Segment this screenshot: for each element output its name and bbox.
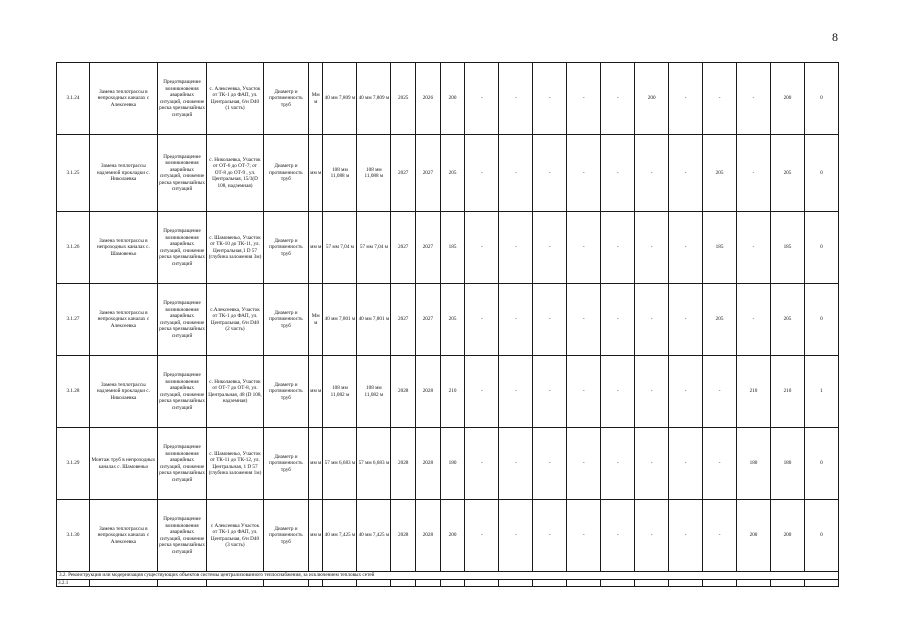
total: 205: [770, 284, 804, 356]
value-before: 108 мм 11,088 м: [323, 135, 357, 212]
year-start: 2027: [391, 212, 416, 284]
empty-cell: [207, 579, 264, 587]
total: 180: [770, 428, 804, 500]
year-2022: -: [533, 212, 567, 284]
year-2023: -: [567, 356, 601, 428]
year-start: 2028: [391, 500, 416, 572]
year-2028: -: [737, 284, 771, 356]
year-2024: -: [601, 63, 635, 135]
year-2025: -: [635, 500, 669, 572]
project-name: Замена теплотрассы надземной прокладки с. Николаевка: [89, 356, 157, 428]
subsection-row: [57, 579, 839, 587]
row-number: 3.1.27: [57, 284, 90, 356]
year-2027: 205: [703, 135, 737, 212]
last-column: 0: [804, 212, 838, 284]
year-end: 2028: [416, 356, 441, 428]
year-2022: -: [533, 500, 567, 572]
cost: 185: [440, 212, 465, 284]
year-2020: -: [465, 356, 499, 428]
table-row: [57, 356, 839, 428]
year-2021: -: [499, 500, 533, 572]
year-2022: -: [533, 135, 567, 212]
subsection-number: 3.2.1: [57, 579, 90, 587]
table-row: [57, 135, 839, 212]
last-column: 0: [804, 135, 838, 212]
year-2023: -: [567, 63, 601, 135]
project-location: с. Шамовеньо, Участок от ТК-11 до ТК-12, ул. Центральная, 1 D 57 (глубина заложения 1м): [207, 428, 264, 500]
value-before: 40 мм 7,809 м: [323, 63, 357, 135]
year-2027: -: [703, 500, 737, 572]
year-2028: -: [737, 135, 771, 212]
year-2024: -: [601, 356, 635, 428]
table-row: [57, 284, 839, 356]
year-end: 2027: [416, 284, 441, 356]
empty-cell: [157, 579, 206, 587]
empty-cell: [770, 579, 804, 587]
year-2025: -: [635, 356, 669, 428]
year-2024: -: [601, 135, 635, 212]
empty-cell: [804, 579, 838, 587]
year-2026: -: [669, 356, 703, 428]
value-after: 40 мм 7,801 м: [357, 284, 391, 356]
empty-cell: [323, 579, 357, 587]
project-purpose: Предотвращение возникновения аварийных ситуаций, снижение риска чрезвычайных ситуаций: [157, 428, 206, 500]
year-end: 2027: [416, 212, 441, 284]
table-row: [57, 428, 839, 500]
last-column: 1: [804, 356, 838, 428]
empty-cell: [601, 579, 635, 587]
total: 200: [770, 500, 804, 572]
year-2023: -: [567, 428, 601, 500]
technical-parameter: Диаметр и протяженность труб: [263, 212, 308, 284]
year-2022: -: [533, 356, 567, 428]
empty-cell: [465, 579, 499, 587]
value-after: 40 мм 7,425 м: [357, 500, 391, 572]
year-2020: -: [465, 135, 499, 212]
year-end: 2028: [416, 500, 441, 572]
year-2024: -: [601, 428, 635, 500]
year-2021: -: [499, 428, 533, 500]
year-2028: -: [737, 212, 771, 284]
year-2026: -: [669, 428, 703, 500]
empty-cell: [416, 579, 441, 587]
year-2021: -: [499, 284, 533, 356]
value-after: 108 мм 11,088 м: [357, 135, 391, 212]
empty-cell: [533, 579, 567, 587]
year-2025: -: [635, 212, 669, 284]
cost: 200: [440, 63, 465, 135]
unit: Мм м: [309, 284, 323, 356]
project-purpose: Предотвращение возникновения аварийных ситуаций, снижение риска чрезвычайных ситуаций: [157, 356, 206, 428]
empty-cell: [669, 579, 703, 587]
table-row: [57, 63, 839, 135]
project-purpose: Предотвращение возникновения аварийных ситуаций, снижение риска чрезвычайных ситуаций: [157, 500, 206, 572]
technical-parameter: Диаметр и протяженность труб: [263, 356, 308, 428]
value-after: 40 мм 7,809 м: [357, 63, 391, 135]
project-name: Замена теплотрассы в непроходных каналах с Алексеевка: [89, 63, 157, 135]
project-name: Замена теплотрассы в непроходных каналах с. Шамовеньо: [89, 212, 157, 284]
value-before: 57 мм 7,04 м: [323, 212, 357, 284]
year-2022: -: [533, 428, 567, 500]
year-2023: -: [567, 135, 601, 212]
last-column: 0: [804, 63, 838, 135]
section-title: 3.2. Реконструкция или модернизация существующих объектов системы централизованного теплоснабжения, за исключением тепловых сетей: [57, 572, 839, 580]
unit: мм м: [309, 428, 323, 500]
cost: 205: [440, 284, 465, 356]
technical-parameter: Диаметр и протяженность труб: [263, 284, 308, 356]
project-name: Замена теплотрассы надземной прокладки с. Николаевка: [89, 135, 157, 212]
year-2021: -: [499, 212, 533, 284]
empty-cell: [703, 579, 737, 587]
year-2020: -: [465, 284, 499, 356]
empty-cell: [567, 579, 601, 587]
year-2021: -: [499, 356, 533, 428]
value-before: 40 мм 7,425 м: [323, 500, 357, 572]
row-number: 3.1.26: [57, 212, 90, 284]
year-2027: -: [703, 428, 737, 500]
technical-parameter: Диаметр и протяженность труб: [263, 135, 308, 212]
cost: 210: [440, 356, 465, 428]
total: 200: [770, 63, 804, 135]
year-end: 2028: [416, 428, 441, 500]
year-2027: -: [703, 356, 737, 428]
year-start: 2028: [391, 356, 416, 428]
year-2025: -: [635, 284, 669, 356]
year-2026: -: [669, 212, 703, 284]
unit: мм м: [309, 356, 323, 428]
empty-cell: [440, 579, 465, 587]
last-column: 0: [804, 284, 838, 356]
table-row: [57, 500, 839, 572]
year-2022: -: [533, 63, 567, 135]
year-2028: 200: [737, 500, 771, 572]
project-location: с.Алексеевка, Участок от ТК-1 до ФАП, ул. Центральная, 6/н D40 (2 часть): [207, 284, 264, 356]
row-number: 3.1.30: [57, 500, 90, 572]
row-number: 3.1.29: [57, 428, 90, 500]
unit: Мм м: [309, 63, 323, 135]
value-before: 108 мм 11,082 м: [323, 356, 357, 428]
year-2021: -: [499, 63, 533, 135]
cost: 200: [440, 500, 465, 572]
project-location: с. Николаевка, Участок от ОТ-7 до ОТ-8, ул. Центральная, 48 (D 108, надземная): [207, 356, 264, 428]
empty-cell: [309, 579, 323, 587]
project-purpose: Предотвращение возникновения аварийных ситуаций, снижение риска чрезвычайных ситуаций: [157, 284, 206, 356]
year-2026: -: [669, 284, 703, 356]
total: 185: [770, 212, 804, 284]
total: 210: [770, 356, 804, 428]
year-start: 2025: [391, 63, 416, 135]
row-number: 3.1.24: [57, 63, 90, 135]
technical-parameter: Диаметр и протяженность труб: [263, 428, 308, 500]
project-location: с. Алексеевка, Участок от ТК-1 до ФАП, ул. Центральная, 6/н D40 (1 часть): [207, 63, 264, 135]
investment-table: [56, 62, 839, 587]
year-2026: -: [669, 500, 703, 572]
section-row: [57, 572, 839, 580]
year-2024: -: [601, 500, 635, 572]
cost: 180: [440, 428, 465, 500]
year-2028: -: [737, 63, 771, 135]
empty-cell: [89, 579, 157, 587]
year-start: 2027: [391, 284, 416, 356]
value-before: 57 мм 6,683 м: [323, 428, 357, 500]
last-column: 0: [804, 428, 838, 500]
year-2020: -: [465, 63, 499, 135]
project-name: Монтаж труб в непроходных каналах с. Шамовеньо: [89, 428, 157, 500]
year-end: 2027: [416, 135, 441, 212]
year-2024: -: [601, 284, 635, 356]
page-number: 8: [832, 30, 838, 44]
project-purpose: Предотвращение возникновения аварийных ситуаций, снижение риска чрезвычайных ситуаций: [157, 212, 206, 284]
unit: мм м: [309, 135, 323, 212]
project-location: с. Николаевка, Участок от ОТ-6 до ОТ-7; от ОТ-8 до ОТ-9 , ул. Центральная, 15/3(D 108, надземная): [207, 135, 264, 212]
year-2027: 185: [703, 212, 737, 284]
unit: мм м: [309, 212, 323, 284]
year-2021: -: [499, 135, 533, 212]
empty-cell: [391, 579, 416, 587]
year-2020: -: [465, 428, 499, 500]
project-location: с Алексеевка Участок от ТК-1 до ФАП, ул. Центральная, 6/н D40 (3 часть): [207, 500, 264, 572]
year-2025: 200: [635, 63, 669, 135]
project-purpose: Предотвращение возникновения аварийных ситуаций, снижение риска чрезвычайных ситуаций: [157, 63, 206, 135]
row-number: 3.1.28: [57, 356, 90, 428]
technical-parameter: Диаметр и протяженность труб: [263, 500, 308, 572]
year-2024: -: [601, 212, 635, 284]
project-name: Замена теплотрассы в непроходных каналах с Алексеевка: [89, 284, 157, 356]
year-2025: -: [635, 428, 669, 500]
year-start: 2027: [391, 135, 416, 212]
year-2026: -: [669, 135, 703, 212]
project-purpose: Предотвращение возникновения аварийных ситуаций, снижение риска чрезвычайных ситуаций: [157, 135, 206, 212]
year-2026: -: [669, 63, 703, 135]
year-start: 2028: [391, 428, 416, 500]
value-after: 57 мм 7,04 м: [357, 212, 391, 284]
value-before: 40 мм 7,801 м: [323, 284, 357, 356]
year-2020: -: [465, 212, 499, 284]
total: 205: [770, 135, 804, 212]
year-2025: -: [635, 135, 669, 212]
year-2028: 210: [737, 356, 771, 428]
project-name: Замена теплотрассы в непроходных каналах с Алексеевка: [89, 500, 157, 572]
unit: мм м: [309, 500, 323, 572]
year-2027: -: [703, 63, 737, 135]
table-row: [57, 212, 839, 284]
empty-cell: [635, 579, 669, 587]
cost: 205: [440, 135, 465, 212]
value-after: 108 мм 11,082 м: [357, 356, 391, 428]
year-2022: -: [533, 284, 567, 356]
empty-cell: [737, 579, 771, 587]
year-2023: -: [567, 284, 601, 356]
year-end: 2026: [416, 63, 441, 135]
empty-cell: [499, 579, 533, 587]
row-number: 3.1.25: [57, 135, 90, 212]
empty-cell: [357, 579, 391, 587]
empty-cell: [263, 579, 308, 587]
year-2023: -: [567, 500, 601, 572]
year-2023: -: [567, 212, 601, 284]
value-after: 57 мм 6,683 м: [357, 428, 391, 500]
year-2020: -: [465, 500, 499, 572]
technical-parameter: Диаметр и протяженность труб: [263, 63, 308, 135]
year-2028: 180: [737, 428, 771, 500]
project-location: с. Шамовеньо, Участок от ТК-10 до ТК-11, ул. Центральная,1 D 57 (глубина заложения 3м): [207, 212, 264, 284]
last-column: 0: [804, 500, 838, 572]
year-2027: 205: [703, 284, 737, 356]
